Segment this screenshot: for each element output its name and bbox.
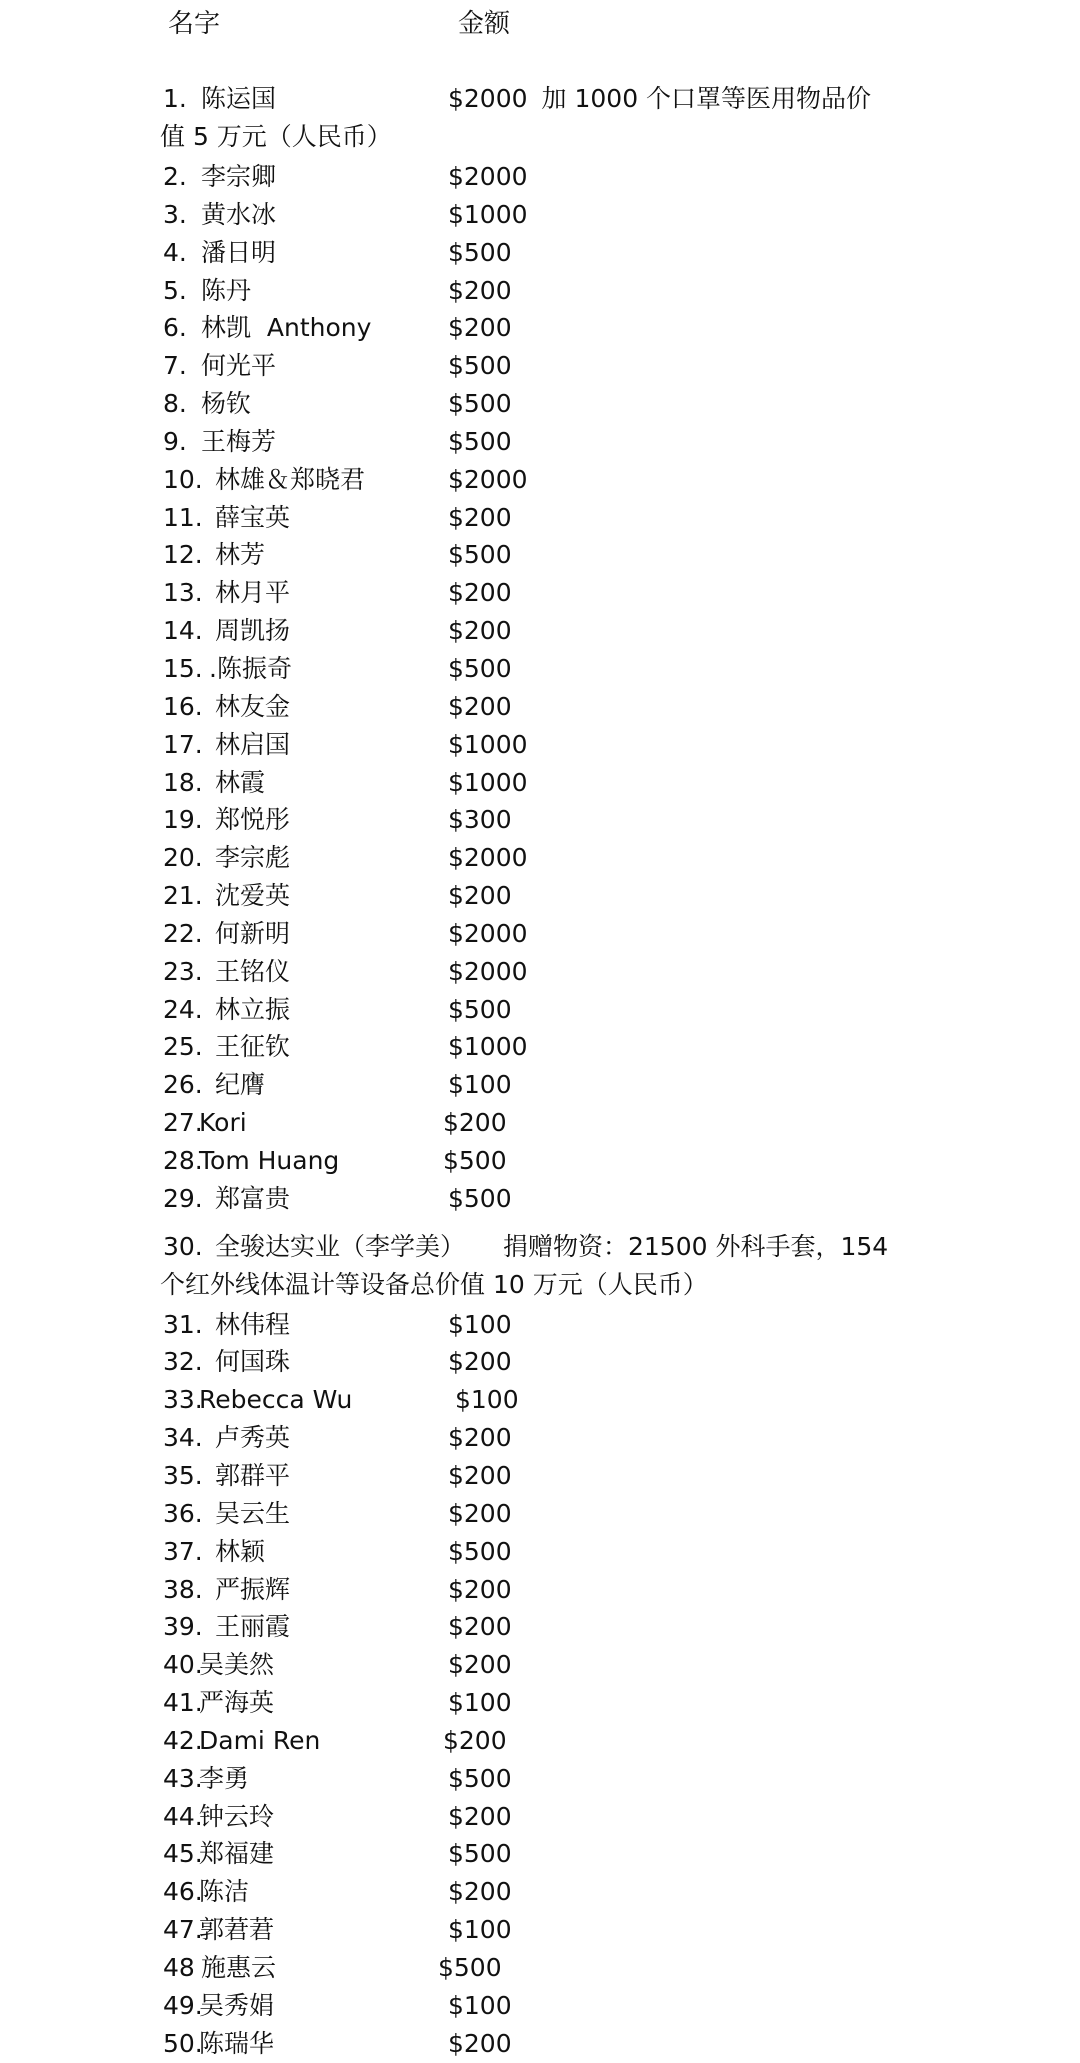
donor-amount: $200 [448,578,512,608]
donor-name: 李宗彪 [215,843,291,873]
donor-number: 27. [163,1108,203,1138]
donor-row [163,536,1063,574]
donor-number: 5. [163,275,187,305]
donor-name: 吴云生 [215,1498,291,1528]
donor-row [163,1987,1063,2025]
donor-name: Rebecca Wu [199,1385,353,1415]
donor-name: 陈瑞华 [199,2028,275,2058]
donor-name: 何国珠 [215,1347,291,1377]
donor-name: 施惠云 [201,1952,277,1982]
donor-name: 林雄＆郑晓君 [215,464,366,494]
donor-name: 纪膺 [215,1070,266,1100]
donor-name: 郭莙莙 [199,1915,275,1945]
donor-name: 周凯扬 [215,616,291,646]
donor-row [163,272,1063,310]
donor-name: 李勇 [199,1763,250,1793]
donor-amount: $200 [448,1347,512,1377]
donor-number: 28. [163,1145,203,1175]
donor-row [163,877,1063,915]
donor-row [163,385,1063,423]
donor-row [163,612,1063,650]
donor-number: 20. [163,843,203,873]
donor-number: 7. [163,351,187,381]
donor-row [160,80,943,158]
donor-number: 10. [163,464,203,494]
donor-name: 全骏达实业（李学美） [215,1231,466,1261]
donor-amount: $500 [448,994,512,1024]
donor-row [163,915,1063,953]
donor-amount: $100 [448,1990,512,2020]
donor-number: 24. [163,994,203,1024]
donor-row [163,196,1063,234]
donor-amount: $2000 [448,918,528,948]
donor-row [163,1066,1063,1104]
donor-name: 严振辉 [215,1574,291,1604]
donor-number: 48 [163,1952,195,1982]
donor-row [163,764,1063,802]
donor-number: 6. [163,313,187,343]
donor-name: 王铭仪 [215,956,291,986]
donor-number: 16. [163,691,203,721]
donor-name: 沈爱英 [215,881,291,911]
donor-row [163,726,1063,764]
donor-amount: $200 [443,1725,507,1755]
donor-number: 43. [163,1763,203,1793]
donor-amount: $1000 [448,1032,528,1062]
donor-row [163,423,1063,461]
donor-number: 22. [163,918,203,948]
donor-row [163,1798,1063,1836]
donor-number: 29. [163,1183,203,1213]
donor-number: 12. [163,540,203,570]
donor-number: 39. [163,1612,203,1642]
donor-name: .陈振奇 [209,653,292,683]
donor-row [163,1760,1063,1798]
donor-name: 林伟程 [215,1309,291,1339]
donor-row [163,801,1063,839]
donor-number: 13. [163,578,203,608]
donor-amount: $200 [448,1498,512,1528]
donor-row [163,1381,1063,1419]
donor-amount: $500 [448,653,512,683]
donor-row [163,991,1063,1029]
donor-number: 33. [163,1385,203,1415]
donor-name: 林启国 [215,729,291,759]
donor-number: 14. [163,616,203,646]
donor-amount: $200 [448,275,512,305]
donor-row [163,309,1063,347]
donor-name: 卢秀英 [215,1423,291,1453]
donor-row [163,1722,1063,1760]
donor-amount: $200 [448,1877,512,1907]
donor-row [163,688,1063,726]
donor-number: 46. [163,1877,203,1907]
donor-row [163,1306,1063,1344]
donor-amount: $500 [448,389,512,419]
donor-amount: $200 [448,1423,512,1453]
donor-amount: $100 [448,1070,512,1100]
donor-row [163,1684,1063,1722]
donor-name: Kori [199,1108,247,1138]
donor-row [163,1142,1063,1180]
donor-row [163,234,1063,272]
donor-number: 3. [163,199,187,229]
donor-row [163,499,1063,537]
donor-row [163,1495,1063,1533]
donor-number: 23. [163,956,203,986]
donor-name: 王征钦 [215,1032,291,1062]
donor-name: 潘日明 [201,237,277,267]
donor-amount: $200 [448,881,512,911]
donor-name: 王梅芳 [201,426,277,456]
donor-number: 9. [163,426,187,456]
donor-number: 17. [163,729,203,759]
donor-name: Dami Ren [199,1725,321,1755]
donor-number: 21. [163,881,203,911]
amount-column-label: 金额 [458,9,511,39]
donor-name: 黄水冰 [201,199,277,229]
donor-amount: $200 [448,691,512,721]
donor-row [163,1457,1063,1495]
donor-name: 严海英 [199,1688,275,1718]
donor-name: 郑富贵 [215,1183,291,1213]
donor-number: 11. [163,502,203,532]
donor-amount: $2000 [448,464,528,494]
donor-name: 何光平 [201,351,277,381]
donor-number: 49. [163,1990,203,2020]
donor-amount: $1000 [448,729,528,759]
donor-amount: $500 [448,1839,512,1869]
name-column-label: 名字 [168,9,221,39]
donor-amount: $200 [448,502,512,532]
donor-amount: $100 [448,1309,512,1339]
donor-number: 42. [163,1725,203,1755]
donor-note: 加 1000 个口罩等医用物品价 [541,84,872,113]
donor-number: 4. [163,237,187,267]
donor-number: 32. [163,1347,203,1377]
column-header [168,6,868,42]
donor-row [163,1949,1063,1987]
donor-row [163,1646,1063,1684]
donor-amount: $500 [448,1536,512,1566]
donor-amount: $200 [448,1461,512,1490]
donor-amount: $200 [443,1108,507,1138]
donor-amount: $100 [448,1688,512,1718]
donor-name: 林芳 [215,540,266,570]
donor-row [163,1835,1063,1873]
donor-amount: $200 [448,1650,512,1680]
donor-number: 50. [163,2028,203,2058]
donor-name: 王丽霞 [215,1612,291,1642]
donor-amount: $300 [448,805,512,835]
donor-row [163,1533,1063,1571]
donor-row [163,1911,1063,1949]
donor-amount: $200 [448,1612,512,1642]
donor-amount: $500 [448,1183,512,1213]
donor-amount: $200 [448,1801,512,1831]
donor-name: 林霞 [215,767,266,797]
donor-amount: $500 [438,1952,502,1982]
donor-name: 何新明 [215,918,291,948]
donor-amount: $200 [448,2028,512,2058]
donor-number: 40. [163,1650,203,1680]
donor-row [163,1873,1063,1911]
donor-amount: $2000 [448,956,528,986]
donor-row [163,574,1063,612]
donor-name: Tom Huang [199,1145,340,1175]
donor-number: 34. [163,1423,203,1453]
donor-name: 李宗卿 [201,162,277,191]
donor-name: 钟云玲 [199,1801,275,1831]
donor-name: 林月平 [215,578,291,608]
donor-note-continued: 个红外线体温计等设备总价值 10 万元（人民币） [160,1269,708,1299]
donor-number: 1. [163,84,187,113]
donor-row [163,1343,1063,1381]
donor-number: 35. [163,1461,203,1490]
donor-row [163,1608,1063,1646]
donor-amount: $2000 [448,84,528,113]
donor-amount: $1000 [448,767,528,797]
donor-number: 36. [163,1498,203,1528]
donor-number: 45. [163,1839,203,1869]
donor-name: 郑悦彤 [215,805,291,835]
donor-row [163,839,1063,877]
donor-number: 25. [163,1032,203,1062]
donor-amount: $100 [455,1385,519,1415]
donor-row [163,1180,1063,1218]
donor-amount: $100 [448,1915,512,1945]
donor-row [163,158,1063,196]
donor-name: 郑福建 [199,1839,275,1869]
donor-amount: $500 [448,426,512,456]
donor-number: 37. [163,1536,203,1566]
donor-row [163,650,1063,688]
donor-name: 杨钦 [201,389,252,419]
donor-number: 31. [163,1309,203,1339]
donor-name: 陈丹 [201,275,252,305]
donor-name: 吴美然 [199,1650,275,1680]
donor-amount: $2000 [448,843,528,873]
donor-name: 陈运国 [201,84,277,113]
donor-number: 26. [163,1070,203,1100]
donor-number: 41. [163,1688,203,1718]
donor-number: 38. [163,1574,203,1604]
donor-row [163,953,1063,991]
donor-number: 15. [163,653,203,683]
donor-name: 林凯 Anthony [201,313,372,343]
donor-name: 陈洁 [199,1877,250,1907]
donor-number: 18. [163,767,203,797]
donor-number: 44. [163,1801,203,1831]
donor-row [163,347,1063,385]
donor-amount: $2000 [448,162,528,191]
donor-row [163,1571,1063,1609]
donor-row [163,2025,1063,2063]
donor-name: 薛宝英 [215,502,291,532]
donor-amount: $200 [448,313,512,343]
donor-amount: $500 [448,351,512,381]
donor-name: 林友金 [215,691,291,721]
donor-row [160,1228,943,1306]
donor-number: 2. [163,162,187,191]
donor-row [163,1104,1063,1142]
donor-note-continued: 值 5 万元（人民币） [160,122,392,151]
donor-name: 林颖 [215,1536,266,1566]
donor-amount: $500 [448,237,512,267]
donor-amount: $500 [448,1763,512,1793]
donor-name: 郭群平 [215,1461,291,1490]
donor-number: 47. [163,1915,203,1945]
donor-amount: $500 [443,1145,507,1175]
donor-list [160,80,1063,2063]
donor-number: 8. [163,389,187,419]
donor-amount: $200 [448,1574,512,1604]
donor-row [163,1419,1063,1457]
donor-name: 吴秀娟 [199,1990,275,2020]
donor-row [163,461,1063,499]
donor-name: 林立振 [215,994,291,1024]
donor-amount: $200 [448,616,512,646]
donor-note: 捐赠物资：21500 外科手套，154 [503,1231,889,1261]
donor-number: 19. [163,805,203,835]
donor-number: 30. [163,1231,203,1261]
donor-row [163,1028,1063,1066]
donor-amount: $500 [448,540,512,570]
donor-amount: $1000 [448,199,528,229]
